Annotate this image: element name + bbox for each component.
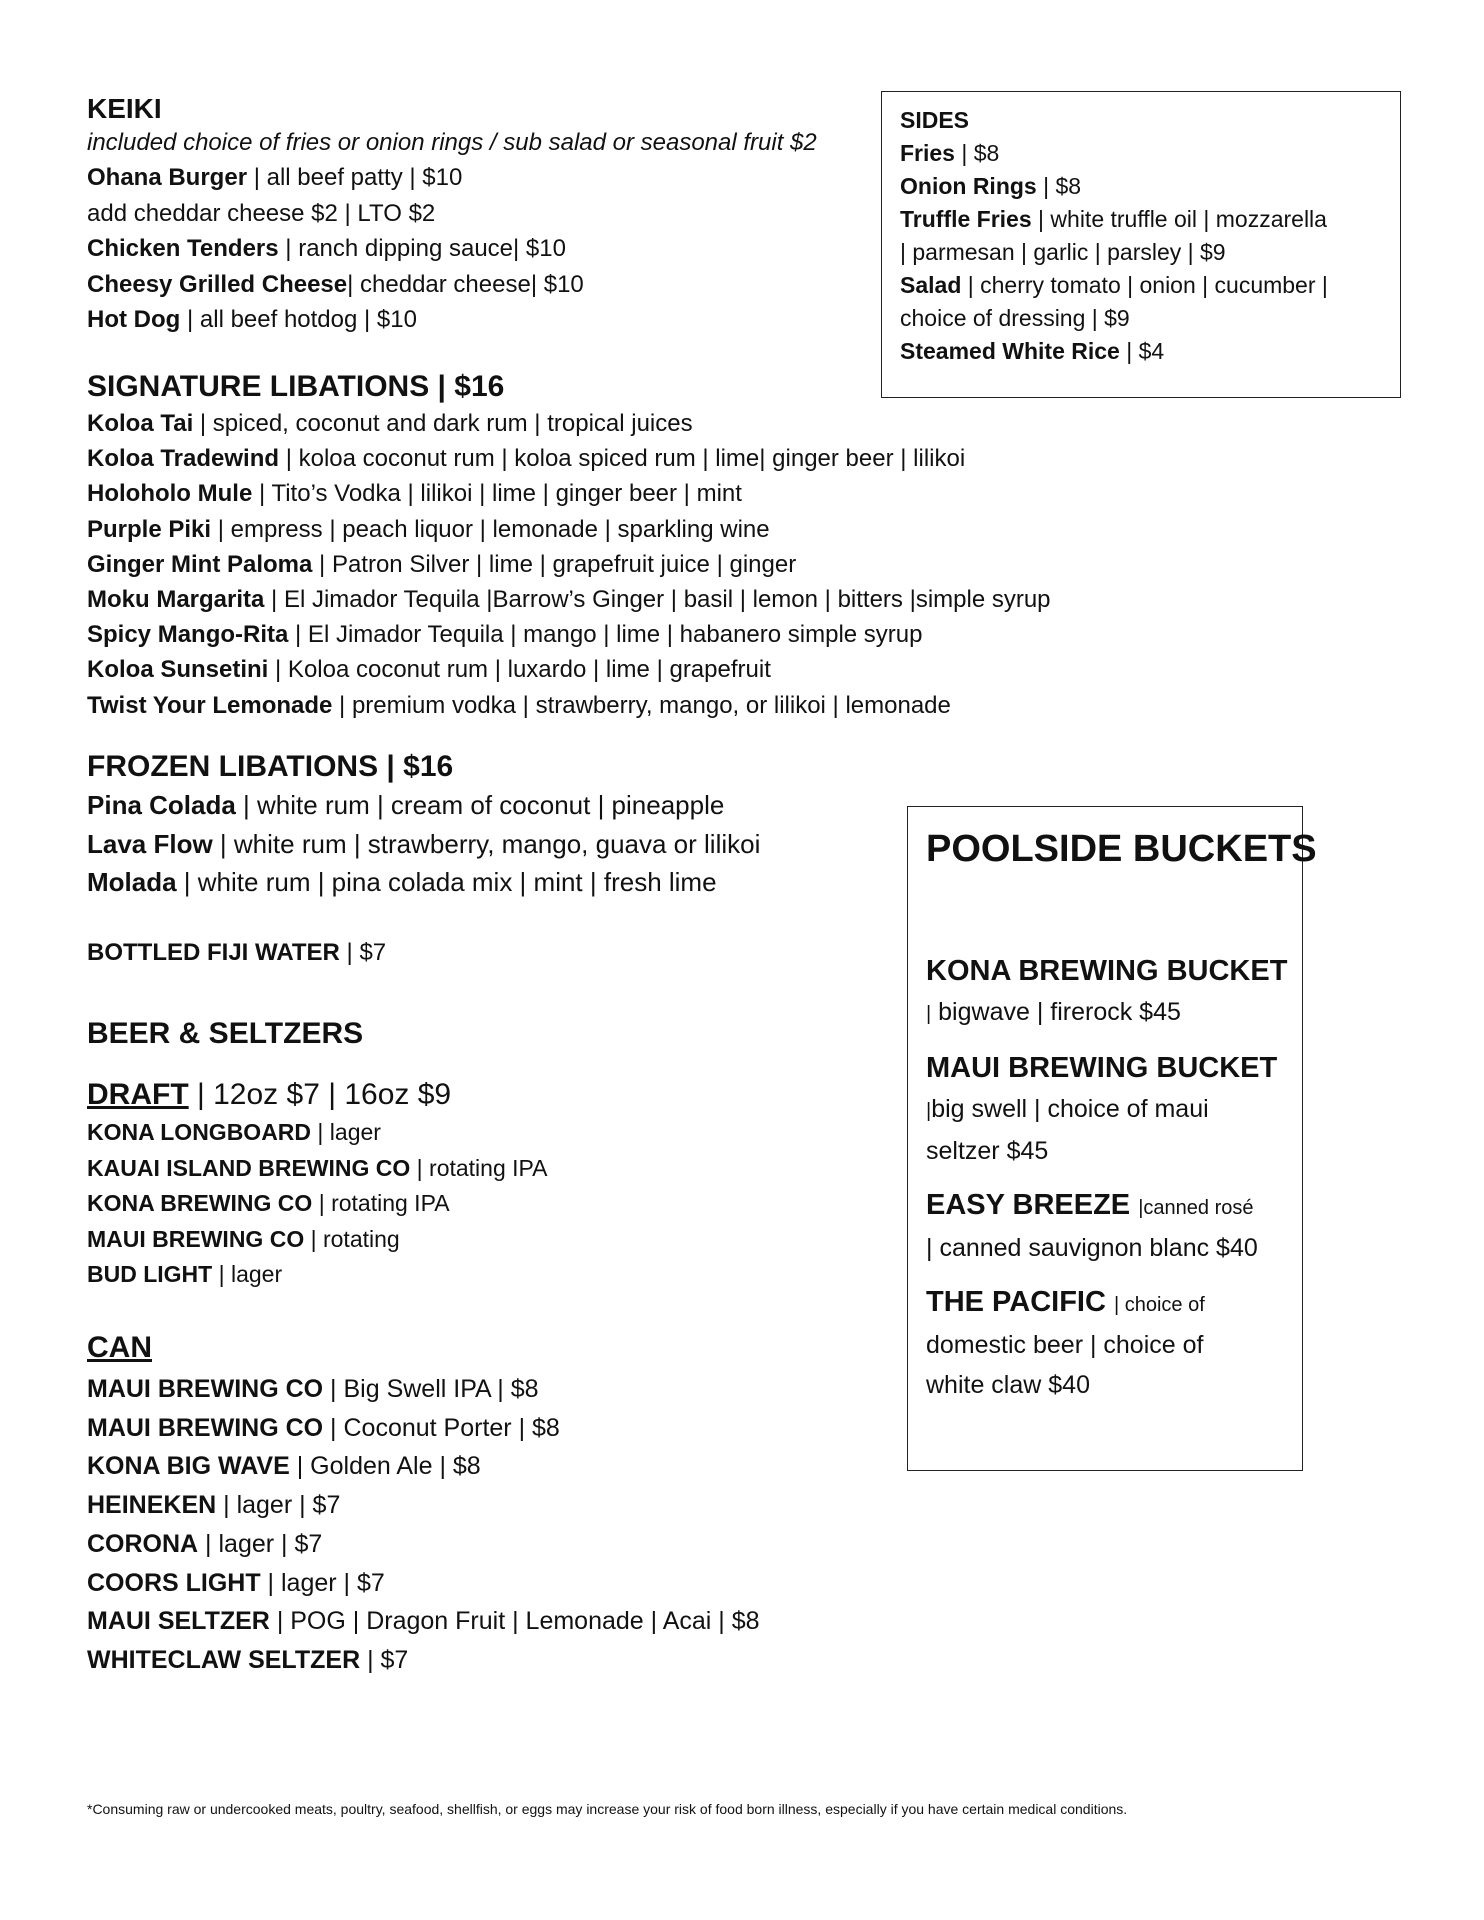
signature-libations-section (87, 368, 1051, 723)
menu-item: MAUI BREWING CO | Big Swell IPA | $8 (87, 1375, 539, 1403)
bucket-pacific: THE PACIFIC | choice of domestic beer | choice of white claw $40 (926, 1282, 1302, 1405)
bucket-desc: white claw $40 (926, 1371, 1090, 1399)
menu-item: Molada | white rum | pina colada mix | mint | fresh lime (87, 867, 717, 897)
bucket-desc: domestic beer | choice of (926, 1331, 1204, 1359)
frozen-title: FROZEN LIBATIONS | $16 (87, 750, 454, 783)
menu-item: Moku Margarita | El Jimador Tequila |Barrow’s Ginger | basil | lemon | bitters |simple syrup (87, 586, 1051, 614)
sides-title: SIDES (900, 107, 970, 133)
draft-heading: DRAFT | 12oz $7 | 16oz $9 (87, 1078, 452, 1111)
sides-line: Steamed White Rice | $4 (900, 338, 1165, 364)
menu-item: KONA BREWING CO | rotating IPA (87, 1190, 450, 1216)
menu-item: Ohana Burger | all beef patty | $10 (87, 164, 463, 191)
menu-item: HEINEKEN | lager | $7 (87, 1491, 341, 1520)
bucket-maui (926, 1048, 1302, 1171)
sides-line: | parmesan | garlic | parsley | $9 (900, 239, 1226, 265)
can-heading: CAN (87, 1331, 152, 1364)
menu-item: Koloa Tai | spiced, coconut and dark rum | tropical juices (87, 410, 693, 437)
menu-item: Twist Your Lemonade | premium vodka | strawberry, mango, or lilikoi | lemonade (87, 691, 951, 719)
beer-seltzers-title: BEER & SELTZERS (87, 1017, 364, 1050)
bucket-kona (926, 951, 1302, 1034)
disclaimer: *Consuming raw or undercooked meats, poultry, seafood, shellfish, or eggs may increase your risk of food born illness, especially if you have certain medical conditions. (87, 1801, 1128, 1817)
sides-line: Fries | $8 (900, 140, 1000, 166)
keiki-section (87, 92, 817, 338)
menu-item: KAUAI ISLAND BREWING CO | rotating IPA (87, 1154, 548, 1181)
menu-item: Lava Flow | white rum | strawberry, mango, guava or lilikoi (87, 828, 761, 859)
signature-title: SIGNATURE LIBATIONS | $16 (87, 370, 505, 403)
menu-item: KONA BIG WAVE | Golden Ale | $8 (87, 1452, 481, 1481)
sides-line: Salad | cherry tomato | onion | cucumber | (900, 272, 1328, 298)
menu-item: MAUI SELTZER | POG | Dragon Fruit | Lemonade | Acai | $8 (87, 1607, 760, 1636)
menu-item: add cheddar cheese $2 | LTO $2 (87, 199, 436, 227)
can-section (87, 1328, 760, 1680)
draft-section (87, 1075, 548, 1293)
menu-item: WHITECLAW SELTZER | $7 (87, 1645, 409, 1674)
menu-item: MAUI BREWING CO | rotating (87, 1225, 400, 1252)
bucket-name: EASY BREEZE (926, 1189, 1139, 1221)
fiji-water-item: BOTTLED FIJI WATER | $7 (87, 939, 387, 966)
poolside-buckets-box (907, 806, 1317, 1471)
menu-item: Purple Piki | empress | peach liquor | lemonade | sparkling wine (87, 515, 770, 543)
frozen-libations-section (87, 748, 760, 902)
poolside-title: POOLSIDE BUCKETS (926, 828, 1317, 870)
bucket-desc: |big swell | choice of maui (926, 1095, 1209, 1123)
menu-item: MAUI BREWING CO | Coconut Porter | $8 (87, 1413, 560, 1442)
bucket-desc: | bigwave | firerock $45 (926, 998, 1181, 1026)
bucket-name: KONA BREWING BUCKET (926, 955, 1288, 987)
menu-item: Hot Dog | all beef hotdog | $10 (87, 306, 417, 333)
menu-item: KONA LONGBOARD | lager (87, 1119, 381, 1145)
menu-item: Pina Colada | white rum | cream of coconut | pineapple (87, 790, 725, 820)
sides-line: Onion Rings | $8 (900, 173, 1082, 199)
menu-item: BUD LIGHT | lager (87, 1261, 283, 1287)
menu-item: Koloa Sunsetini | Koloa coconut rum | luxardo | lime | grapefruit (87, 656, 771, 684)
menu-item: Chicken Tenders | ranch dipping sauce| $10 (87, 235, 566, 262)
menu-item: CORONA | lager | $7 (87, 1529, 323, 1558)
bucket-desc: seltzer $45 (926, 1137, 1049, 1165)
bucket-desc: | canned sauvignon blanc $40 (926, 1234, 1258, 1262)
bucket-easy-breeze: EASY BREEZE |canned rosé | canned sauvignon blanc $40 (926, 1185, 1302, 1268)
keiki-subtitle: included choice of fries or onion rings / sub salad or seasonal fruit $2 (87, 129, 817, 156)
menu-item: Cheesy Grilled Cheese| cheddar cheese| $10 (87, 270, 584, 298)
sides-line: choice of dressing | $9 (900, 305, 1130, 331)
menu-item: Holoholo Mule | Tito’s Vodka | lilikoi | lime | ginger beer | mint (87, 480, 742, 508)
bucket-name: MAUI BREWING BUCKET (926, 1052, 1278, 1084)
keiki-title: KEIKI (87, 93, 162, 124)
sides-line: Truffle Fries | white truffle oil | mozzarella (900, 206, 1327, 232)
menu-item: Koloa Tradewind | koloa coconut rum | koloa spiced rum | lime| ginger beer | lilikoi (87, 445, 966, 473)
menu-item: COORS LIGHT | lager | $7 (87, 1568, 385, 1597)
sides-box (881, 91, 1401, 398)
bucket-name: THE PACIFIC (926, 1286, 1114, 1318)
menu-item: Ginger Mint Paloma | Patron Silver | lime | grapefruit juice | ginger (87, 550, 797, 578)
menu-item: Spicy Mango-Rita | El Jimador Tequila | mango | lime | habanero simple syrup (87, 621, 923, 649)
